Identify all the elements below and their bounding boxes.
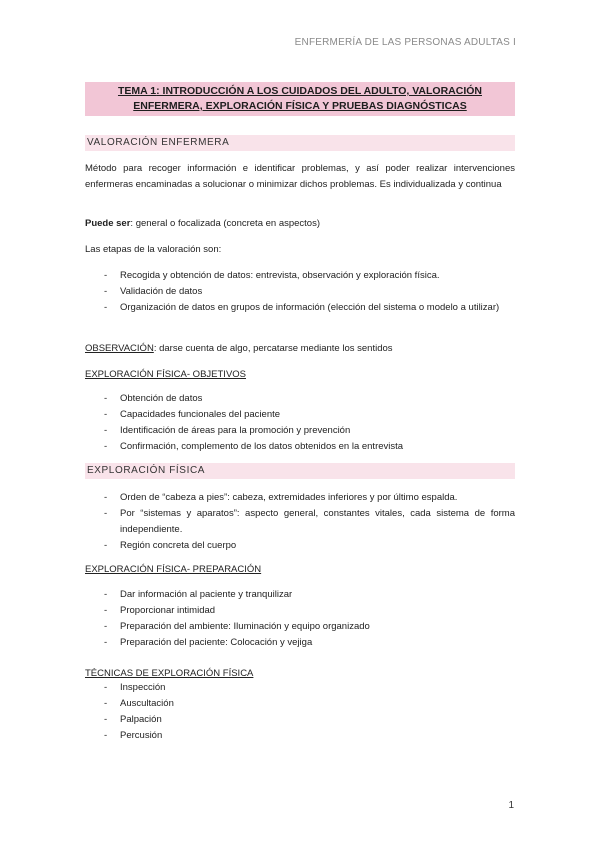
list-item: - Proporcionar intimidad (85, 603, 515, 619)
valoracion-intro-paragraph: Método para recoger información e identificar problemas, y así poder realizar intervenciones enfermeras encaminadas a solucionar o minimizar dichos problemas. Es individualizada y continua (85, 163, 515, 190)
list-item: - Recogida y obtención de datos: entrevista, observación y exploración física. (85, 268, 515, 284)
puede-ser-label: Puede ser (85, 218, 131, 229)
title-line-1 (85, 84, 515, 99)
list-item: - Confirmación, complemento de los datos obtenidos en la entrevista (85, 439, 515, 455)
list-item: - Capacidades funcionales del paciente (85, 407, 515, 423)
document-title (85, 82, 515, 116)
title-rest: : INTRODUCCIÓN A LOS CUIDADOS DEL ADULTO, VALORACIÓN (156, 85, 482, 97)
list-item: - Organización de datos en grupos de información (elección del sistema o modelo a utilizar) (85, 300, 515, 316)
running-header: ENFERMERÍA DE LAS PERSONAS ADULTAS I (294, 37, 516, 48)
list-item: - Preparación del paciente: Colocación y vejiga (85, 635, 515, 651)
subheading-objetivos: EXPLORACIÓN FÍSICA- OBJETIVOS (85, 369, 247, 380)
subheading-tecnicas: TÉCNICAS DE EXPLORACIÓN FÍSICA (85, 668, 254, 679)
page-number: 1 (508, 800, 514, 811)
section-heading-valoracion: VALORACIÓN ENFERMERA (85, 135, 515, 151)
subheading-preparacion: EXPLORACIÓN FÍSICA- PREPARACIÓN (85, 564, 262, 575)
list-item: - Dar información al paciente y tranquilizar (85, 587, 515, 603)
list-item: - Preparación del ambiente: Iluminación y equipo organizado (85, 619, 515, 635)
exploracion-list (85, 490, 515, 554)
list-item: - Región concreta del cuerpo (85, 538, 515, 554)
list-item: - Percusión (85, 728, 515, 744)
etapas-intro: Las etapas de la valoración son: (85, 244, 222, 255)
observacion-text: : darse cuenta de algo, percatarse mediante los sentidos (153, 343, 393, 354)
observacion-paragraph (85, 341, 515, 357)
puede-ser-text: : general o focalizada (concreta en aspectos) (130, 218, 321, 229)
list-item: - Identificación de áreas para la promoción y prevención (85, 423, 515, 439)
list-item: - Obtención de datos (85, 391, 515, 407)
section-heading-exploracion: EXPLORACIÓN FÍSICA (85, 463, 515, 479)
list-item: - Validación de datos (85, 284, 515, 300)
list-item: - Orden de “cabeza a pies”: cabeza, extremidades inferiores y por último espalda. (85, 490, 515, 506)
title-line-2-text: ENFERMERA, EXPLORACIÓN FÍSICA Y PRUEBAS DIAGNÓSTICAS (133, 100, 467, 112)
list-item: - Inspección (85, 680, 515, 696)
preparacion-list (85, 587, 515, 651)
list-item: - Por “sistemas y aparatos”: aspecto general, constantes vitales, cada sistema de forma independiente. (85, 506, 515, 538)
observacion-label: OBSERVACIÓN (85, 343, 154, 354)
title-line-2 (85, 99, 515, 114)
etapas-list (85, 268, 515, 316)
tecnicas-list (85, 680, 515, 744)
title-prefix: TEMA 1 (117, 85, 157, 97)
list-item: - Palpación (85, 712, 515, 728)
objetivos-list (85, 391, 515, 455)
list-item: - Auscultación (85, 696, 515, 712)
puede-ser-paragraph (85, 216, 515, 232)
